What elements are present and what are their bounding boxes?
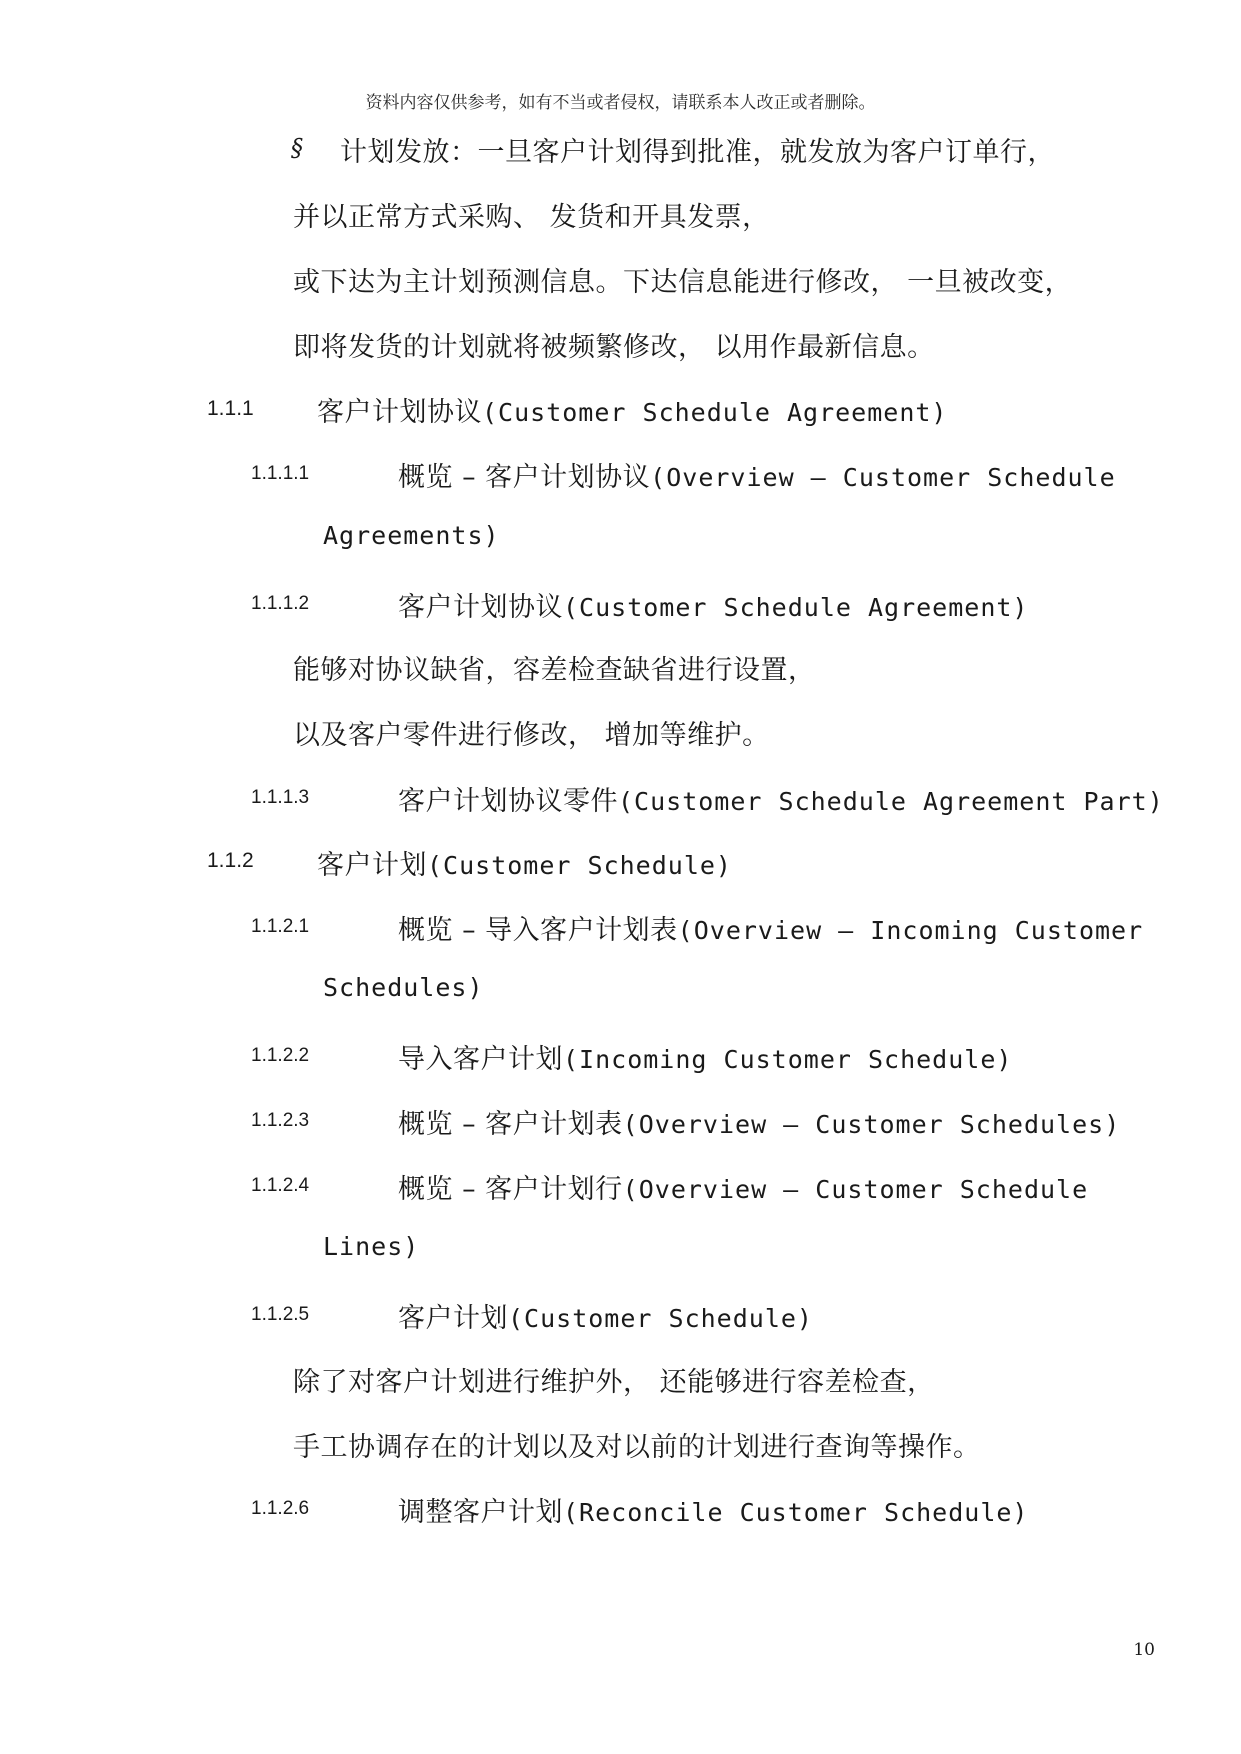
heading-en: (Customer Schedule Agreement): [563, 593, 1029, 622]
paragraph-line: 除了对客户计划进行维护外， 还能够进行容差检查，: [293, 1367, 935, 1398]
section-number: 1.1.1: [207, 397, 254, 420]
heading-continuation: Lines): [323, 1232, 420, 1261]
section-heading: [398, 1167, 1088, 1206]
intro-line-4: 即将发货的计划就将被频繁修改， 以用作最新信息。: [293, 332, 935, 363]
intro-line-1: 计划发放：一旦客户计划得到批准，就发放为客户订单行，: [340, 137, 1055, 168]
section-number: 1.1.2.3: [251, 1110, 310, 1131]
heading-en: (Overview – Incoming Customer: [677, 916, 1144, 945]
heading-zh: 客户计划: [317, 850, 427, 881]
heading-zh: 概览 – 客户计划表: [398, 1109, 623, 1140]
heading-en: (Incoming Customer Schedule): [563, 1045, 1013, 1074]
heading-zh: 客户计划协议: [398, 592, 563, 623]
section-number: 1.1.2: [207, 849, 254, 872]
section-number: 1.1.2.1: [251, 916, 310, 937]
section-number: 1.1.1.3: [251, 787, 310, 808]
page-number: 10: [1133, 1640, 1155, 1660]
heading-en: (Overview – Customer Schedules): [622, 1110, 1121, 1139]
heading-zh: 概览 – 导入客户计划表: [398, 915, 678, 946]
section-heading: [398, 455, 1116, 494]
heading-en: (Customer Schedule): [508, 1304, 813, 1333]
heading-zh: 客户计划: [398, 1303, 508, 1334]
heading-continuation: Schedules): [323, 973, 484, 1002]
section-heading: [398, 1490, 1029, 1529]
section-number: 1.1.2.4: [251, 1175, 310, 1196]
heading-en: (Overview – Customer Schedule: [650, 463, 1116, 492]
paragraph-line: 手工协调存在的计划以及对以前的计划进行查询等操作。: [293, 1432, 981, 1463]
heading-zh: 概览 – 客户计划协议: [398, 462, 651, 493]
section-number: 1.1.1.1: [251, 463, 310, 484]
section-heading: [398, 585, 1029, 624]
bullet-icon: §: [291, 134, 303, 162]
heading-en: (Reconcile Customer Schedule): [563, 1498, 1029, 1527]
section-heading: [398, 1296, 813, 1335]
section-heading: [398, 1037, 1012, 1076]
heading-zh: 客户计划协议零件: [398, 786, 618, 817]
disclaimer-header: 资料内容仅供参考，如有不当或者侵权，请联系本人改正或者删除。: [365, 93, 876, 113]
intro-line-3: 或下达为主计划预测信息。下达信息能进行修改， 一旦被改变，: [293, 267, 1073, 298]
section-number: 1.1.2.2: [251, 1045, 310, 1066]
heading-zh: 导入客户计划: [398, 1044, 563, 1075]
heading-en: (Customer Schedule Agreement): [482, 398, 948, 427]
section-heading: [317, 843, 732, 882]
heading-en: (Customer Schedule Agreement Part): [618, 787, 1164, 816]
section-heading: [398, 779, 1164, 818]
section-number: 1.1.2.6: [251, 1498, 310, 1519]
paragraph-line: 能够对协议缺省，容差检查缺省进行设置，: [293, 655, 816, 686]
section-heading: [398, 908, 1143, 947]
heading-zh: 调整客户计划: [398, 1497, 563, 1528]
section-heading: [398, 1102, 1120, 1141]
heading-zh: 概览 – 客户计划行: [398, 1174, 623, 1205]
heading-continuation: Agreements): [323, 521, 500, 550]
heading-en: (Customer Schedule): [427, 851, 732, 880]
section-number: 1.1.2.5: [251, 1304, 310, 1325]
section-heading: [317, 390, 948, 429]
section-number: 1.1.1.2: [251, 593, 310, 614]
heading-en: (Overview – Customer Schedule: [622, 1175, 1089, 1204]
intro-line-2: 并以正常方式采购、 发货和开具发票，: [293, 202, 770, 233]
heading-zh: 客户计划协议: [317, 397, 482, 428]
paragraph-line: 以及客户零件进行修改， 增加等维护。: [293, 720, 770, 751]
